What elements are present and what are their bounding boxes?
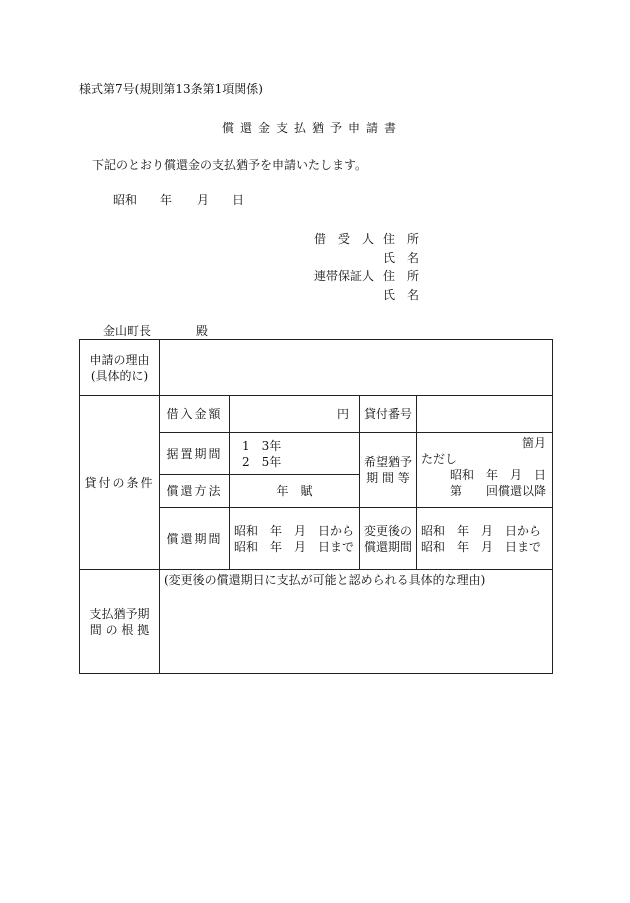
tadashi-text: ただし	[421, 452, 458, 466]
desired-label-sub: 期 間 等	[366, 471, 410, 485]
reason-input[interactable]	[160, 340, 553, 396]
loan-number-input[interactable]	[417, 396, 553, 433]
guarantor-name-label: 氏名	[383, 288, 432, 302]
date-era: 昭和	[113, 193, 138, 207]
basis-note: (変更後の償還期日に支払が可能と認められる具体的な理由)	[164, 573, 486, 587]
intro-text: 下記のとおり償還金の支払猶予を申請いたします。	[92, 158, 368, 172]
repay-method-value[interactable]: 年 賦	[230, 475, 360, 508]
desired-period-input[interactable]	[417, 433, 553, 508]
desired-date: 昭和 年 月 日	[449, 468, 546, 482]
guarantor-address-label: 住所	[383, 269, 432, 283]
yen-unit: 円	[336, 407, 349, 421]
reason-label-cell	[80, 340, 160, 396]
months-unit: 箇月	[521, 436, 546, 450]
conditions-label: 貸付の条件	[80, 396, 160, 570]
loan-amount-input[interactable]	[230, 396, 360, 433]
basis-label-sub: 間 の 根 拠	[89, 622, 150, 637]
page-title: 償還金支払猶予申請書	[222, 121, 403, 135]
recipient-honorific: 殿	[196, 324, 209, 338]
desired-label: 希望猶予	[363, 455, 412, 469]
deferment-period-label: 据置期間	[160, 433, 230, 475]
repay-period-input[interactable]	[230, 508, 360, 570]
repay-period-label: 償還期間	[160, 508, 230, 570]
borrower-label: 借受人	[314, 232, 387, 246]
application-table	[79, 339, 553, 674]
date-day: 日	[232, 193, 245, 207]
deferment-option-2: 2 5年	[242, 454, 282, 469]
changed-from: 昭和 年 月 日から	[421, 523, 542, 538]
basis-label: 支払猶予期	[89, 606, 150, 621]
changed-period-input[interactable]	[417, 508, 553, 570]
loan-number-label: 貸付番号	[360, 396, 417, 433]
changed-period-label-cell	[360, 508, 417, 570]
recipient-name: 金山町長	[103, 324, 152, 338]
borrower-name-label: 氏名	[383, 251, 432, 265]
date-month: 月	[197, 193, 210, 207]
borrower-address-label: 住所	[383, 232, 432, 246]
repay-from: 昭和 年 月 日から	[234, 523, 355, 538]
loan-amount-label: 借入金額	[160, 396, 230, 433]
form-number: 様式第7号(規則第13条第1項関係)	[79, 82, 263, 96]
changed-label: 変更後の	[363, 523, 412, 538]
changed-to: 昭和 年 月 日まで	[421, 539, 542, 554]
reason-label-sub: (具体的に)	[90, 368, 149, 383]
desired-label-cell	[360, 433, 417, 508]
repay-method-label: 償還方法	[160, 475, 230, 508]
changed-label-sub: 償還期間	[363, 539, 412, 554]
basis-label-cell	[80, 570, 160, 674]
guarantor-label: 連帯保証人	[314, 269, 375, 283]
reason-label: 申請の理由	[89, 352, 150, 367]
deferment-options[interactable]	[230, 433, 360, 475]
date-year: 年	[160, 193, 173, 207]
desired-from: 第 回償還以降	[449, 484, 546, 498]
repay-to: 昭和 年 月 日まで	[234, 539, 355, 554]
basis-input[interactable]	[160, 570, 553, 674]
deferment-option-1: 1 3年	[242, 438, 282, 453]
